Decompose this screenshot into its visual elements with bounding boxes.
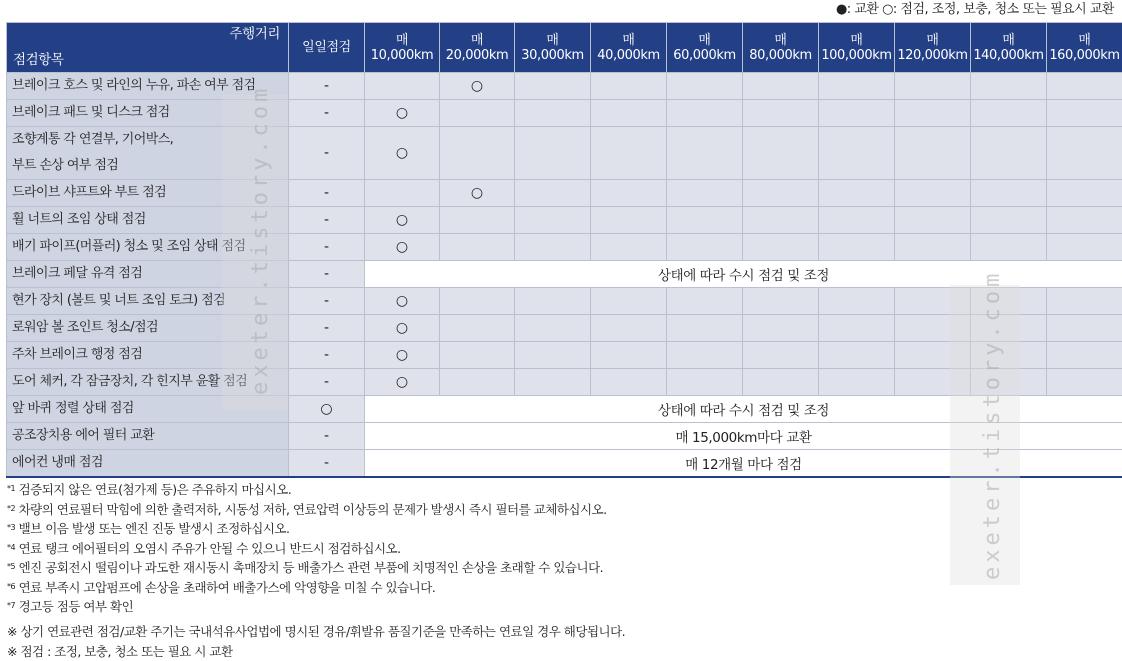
item-name-cell: 브레이크 호스 및 라인의 누유, 파손 여부 점검	[7, 73, 289, 100]
daily-check-cell: -	[289, 315, 365, 342]
footnote-mark: *2	[7, 504, 15, 513]
interval-cell: ○	[365, 234, 440, 261]
footnote	[7, 500, 607, 520]
footnote	[7, 558, 607, 578]
daily-check-cell: -	[289, 234, 365, 261]
footnote	[7, 539, 607, 559]
item-name-cell: 주차 브레이크 행정 점검	[7, 342, 289, 369]
footnotes	[7, 480, 607, 617]
interval-cell	[591, 234, 667, 261]
item-name-cell: 앞 바퀴 정렬 상태 점검	[7, 396, 289, 423]
interval-cell	[971, 207, 1047, 234]
interval-cell	[515, 180, 591, 207]
interval-cell	[895, 73, 971, 100]
interval-cell	[1047, 315, 1122, 342]
table-row	[7, 261, 1122, 288]
interval-cell	[971, 73, 1047, 100]
interval-cell	[515, 234, 591, 261]
interval-cell	[1047, 342, 1122, 369]
interval-cell	[440, 315, 515, 342]
item-label: 점검항목	[13, 53, 64, 68]
table-row	[7, 180, 1122, 207]
daily-check-cell: -	[289, 342, 365, 369]
interval-cell	[667, 288, 743, 315]
daily-check-cell: -	[289, 127, 365, 180]
column-header: 매 60,000km	[667, 23, 743, 73]
interval-cell	[743, 288, 819, 315]
footnote	[7, 480, 607, 500]
interval-cell: ○	[365, 127, 440, 180]
interval-cell	[895, 207, 971, 234]
item-name-cell: 브레이크 패드 및 디스크 점검	[7, 100, 289, 127]
interval-cell	[667, 127, 743, 180]
table-row	[7, 73, 1122, 100]
item-name-cell: 도어 체커, 각 잠금장치, 각 힌지부 윤활 점검	[7, 369, 289, 396]
interval-cell	[819, 127, 895, 180]
interval-cell	[743, 234, 819, 261]
interval-cell	[895, 100, 971, 127]
interval-cell	[819, 73, 895, 100]
interval-cell	[667, 234, 743, 261]
column-header: 매 120,000km	[895, 23, 971, 73]
interval-cell	[515, 127, 591, 180]
column-header: 매 30,000km	[515, 23, 591, 73]
interval-cell	[591, 180, 667, 207]
item-name-cell: 조향계통 각 연결부, 기어박스, 부트 손상 여부 점검	[7, 127, 289, 180]
interval-cell	[819, 180, 895, 207]
footnote-text: 밸브 이음 발생 또는 엔진 진동 발생시 조정하십시오.	[19, 521, 290, 536]
interval-cell	[667, 73, 743, 100]
daily-check-cell: -	[289, 180, 365, 207]
interval-cell	[515, 207, 591, 234]
interval-cell	[743, 207, 819, 234]
interval-cell	[440, 100, 515, 127]
interval-cell	[743, 127, 819, 180]
interval-cell	[895, 234, 971, 261]
interval-cell: ○	[365, 342, 440, 369]
column-header: 일일점검	[289, 23, 365, 73]
interval-cell	[591, 127, 667, 180]
interval-cell: ○	[365, 315, 440, 342]
daily-check-cell: -	[289, 369, 365, 396]
table-row	[7, 234, 1122, 261]
interval-cell	[1047, 73, 1122, 100]
interval-note-cell: 상태에 따라 수시 점검 및 조정	[365, 396, 1122, 423]
interval-cell	[591, 207, 667, 234]
footnote-mark: *3	[7, 523, 15, 532]
interval-cell: ○	[365, 100, 440, 127]
item-name-cell: 브레이크 페달 유격 점검	[7, 261, 289, 288]
interval-cell	[440, 207, 515, 234]
daily-check-cell: -	[289, 423, 365, 450]
interval-cell	[971, 234, 1047, 261]
column-header: 매 80,000km	[743, 23, 819, 73]
interval-cell	[971, 180, 1047, 207]
item-name-cell: 현가 장치 (볼트 및 너트 조임 토크) 점검	[7, 288, 289, 315]
table-row	[7, 100, 1122, 127]
daily-check-cell: -	[289, 261, 365, 288]
interval-cell	[743, 180, 819, 207]
footnote-mark: *7	[7, 601, 15, 610]
interval-cell	[667, 315, 743, 342]
interval-cell	[819, 207, 895, 234]
daily-check-cell: ○	[289, 396, 365, 423]
footnote-mark: *5	[7, 562, 15, 571]
footnote	[7, 519, 607, 539]
footnote-text: 검증되지 않은 연료(첨가제 등)은 주유하지 마십시오.	[19, 482, 292, 497]
interval-cell	[667, 100, 743, 127]
interval-cell	[819, 315, 895, 342]
table-row	[7, 127, 1122, 180]
footnote-mark: *6	[7, 582, 15, 591]
item-name-cell: 휠 너트의 조임 상태 점검	[7, 207, 289, 234]
interval-cell	[667, 342, 743, 369]
interval-cell	[365, 73, 440, 100]
table-header-row	[7, 23, 1122, 73]
footnote-mark: *4	[7, 543, 15, 552]
interval-cell	[819, 234, 895, 261]
interval-cell	[515, 315, 591, 342]
interval-cell	[440, 369, 515, 396]
interval-cell	[1047, 207, 1122, 234]
interval-cell	[440, 234, 515, 261]
daily-check-cell: -	[289, 73, 365, 100]
footnote	[7, 597, 607, 617]
interval-cell	[1047, 180, 1122, 207]
interval-cell	[895, 127, 971, 180]
interval-cell	[1047, 100, 1122, 127]
interval-cell	[1047, 234, 1122, 261]
footnote-text: 경고등 점등 여부 확인	[19, 599, 134, 614]
interval-note-cell: 매 12개월 마다 점검	[365, 450, 1122, 478]
interval-cell	[895, 180, 971, 207]
legend: ●: 교환 ○: 점검, 조정, 보충, 청소 또는 필요시 교환	[836, 0, 1114, 22]
interval-cell	[971, 127, 1047, 180]
interval-cell	[819, 100, 895, 127]
interval-cell	[667, 207, 743, 234]
interval-cell	[365, 180, 440, 207]
column-header: 매 100,000km	[819, 23, 895, 73]
remark-line: ※ 상기 연료관련 점검/교환 주기는 국내석유사업법에 명시된 경유/휘발유 품질기준을 만족하는 연료일 경우 해당됩니다.	[7, 622, 625, 642]
item-name-cell: 드라이브 샤프트와 부트 점검	[7, 180, 289, 207]
daily-check-cell: -	[289, 207, 365, 234]
interval-cell	[1047, 369, 1122, 396]
interval-cell: ○	[365, 288, 440, 315]
interval-cell	[515, 288, 591, 315]
interval-cell	[819, 342, 895, 369]
item-name-cell: 에어컨 냉매 점검	[7, 450, 289, 478]
interval-cell	[743, 73, 819, 100]
interval-cell	[591, 288, 667, 315]
column-header: 매 20,000km	[440, 23, 515, 73]
footnote	[7, 578, 607, 598]
interval-cell	[743, 100, 819, 127]
interval-cell	[440, 127, 515, 180]
interval-cell	[667, 369, 743, 396]
interval-cell	[515, 342, 591, 369]
footnote-text: 연료 탱크 에어필터의 오염시 주유가 안될 수 있으니 반드시 점검하십시오.	[19, 541, 401, 556]
interval-cell	[440, 288, 515, 315]
column-header: 매 160,000km	[1047, 23, 1122, 73]
interval-cell	[591, 315, 667, 342]
interval-cell	[743, 315, 819, 342]
interval-cell	[591, 73, 667, 100]
interval-cell	[591, 100, 667, 127]
item-name-cell: 공조장치용 에어 필터 교환	[7, 423, 289, 450]
watermark-left: exeter.tistory.com	[248, 85, 273, 395]
interval-cell	[1047, 127, 1122, 180]
footnote-mark: *1	[7, 484, 15, 493]
column-header: 매 40,000km	[591, 23, 667, 73]
column-header: 매 140,000km	[971, 23, 1047, 73]
interval-cell	[591, 342, 667, 369]
interval-note-cell: 매 15,000km마다 교환	[365, 423, 1122, 450]
interval-cell	[743, 369, 819, 396]
interval-cell	[743, 342, 819, 369]
footnote-text: 연료 부족시 고압펌프에 손상을 초래하여 배출가스에 악영향을 미칠 수 있습니다.	[19, 580, 436, 595]
interval-cell: ○	[365, 369, 440, 396]
footnote-text: 차량의 연료필터 막힘에 의한 출력저하, 시동성 저하, 연료압력 이상등의 문제가 발생시 즉시 필터를 교체하십시오.	[19, 502, 607, 517]
interval-cell: ○	[440, 180, 515, 207]
remarks	[7, 622, 625, 661]
table-row	[7, 207, 1122, 234]
interval-cell: ○	[365, 207, 440, 234]
interval-cell	[971, 100, 1047, 127]
interval-cell	[515, 73, 591, 100]
daily-check-cell: -	[289, 450, 365, 478]
daily-check-cell: -	[289, 100, 365, 127]
remark-line: ※ 점검 : 조정, 보충, 청소 또는 필요 시 교환	[7, 642, 625, 661]
interval-cell	[515, 100, 591, 127]
interval-cell	[515, 369, 591, 396]
interval-cell: ○	[440, 73, 515, 100]
interval-cell	[819, 369, 895, 396]
daily-check-cell: -	[289, 288, 365, 315]
footnote-text: 엔진 공회전시 떨림이나 과도한 재시동시 촉매장치 등 배출가스 관련 부품에 치명적인 손상을 초래할 수 있습니다.	[19, 560, 604, 575]
interval-cell	[819, 288, 895, 315]
column-header: 매 10,000km	[365, 23, 440, 73]
item-name-cell: 배기 파이프(머플러) 청소 및 조임 상태 점검	[7, 234, 289, 261]
interval-cell	[667, 180, 743, 207]
interval-cell	[440, 342, 515, 369]
item-name-cell: 로워암 볼 조인트 청소/점검	[7, 315, 289, 342]
interval-cell	[1047, 288, 1122, 315]
distance-label: 주행거리	[229, 27, 280, 42]
interval-note-cell: 상태에 따라 수시 점검 및 조정	[365, 261, 1122, 288]
interval-cell	[591, 369, 667, 396]
header-corner-cell	[7, 23, 289, 73]
watermark-right: exeter.tistory.com	[980, 270, 1005, 580]
